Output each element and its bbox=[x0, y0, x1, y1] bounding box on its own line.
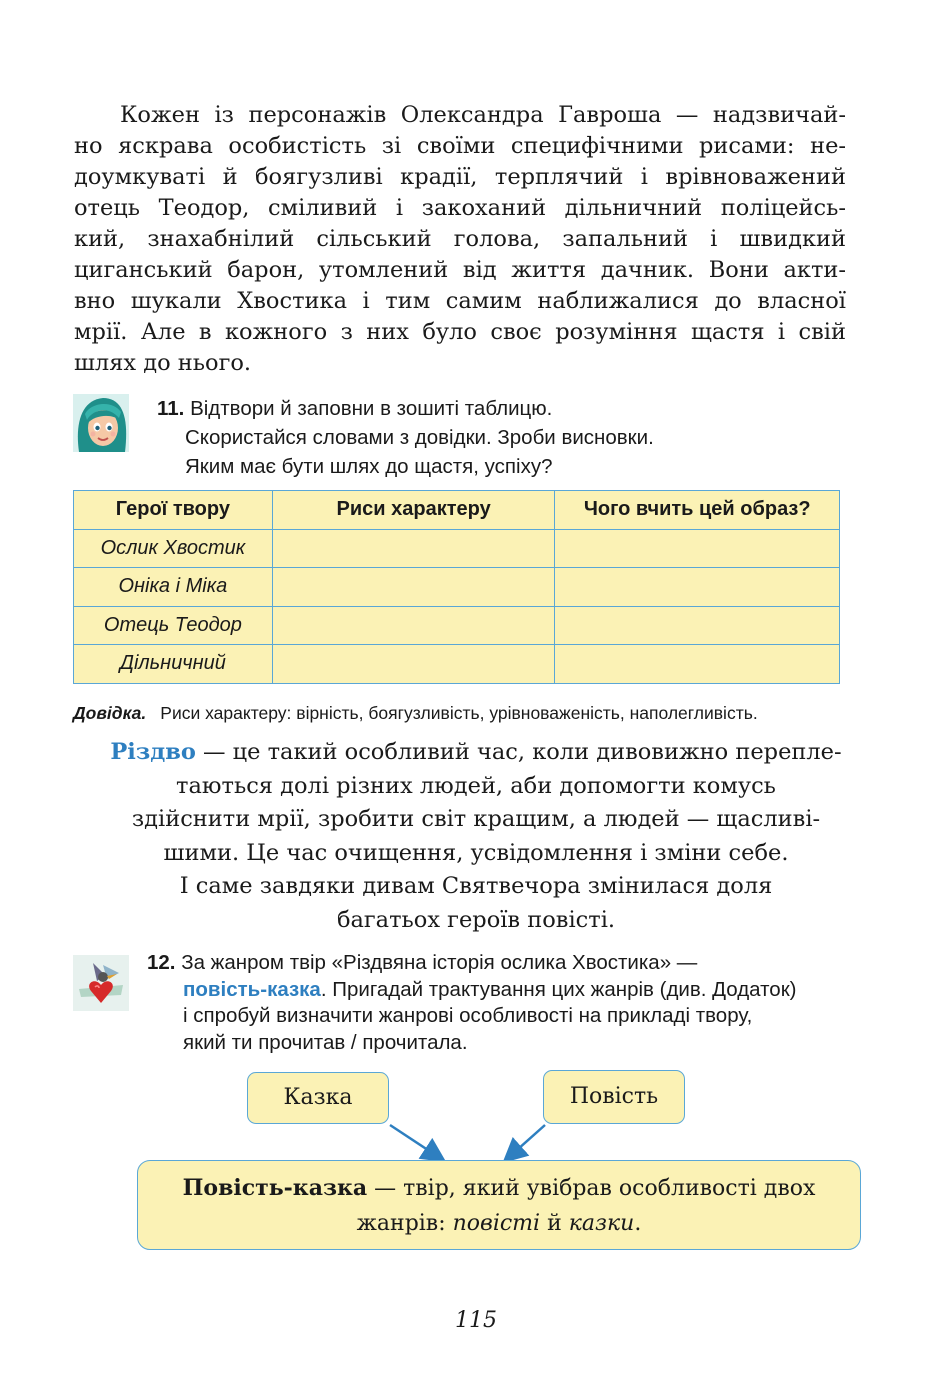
column-header: Чого вчить цей образ? bbox=[555, 491, 840, 530]
definition-text: шими. Це час очищення, усвідомлення і зміни себе. bbox=[163, 839, 789, 866]
box-label: Повість bbox=[569, 1084, 659, 1109]
intro-line: вно шукали Хвостика і тим самим наближалися до власної bbox=[74, 288, 846, 314]
hero-cell: Ослик Хвостик bbox=[74, 529, 273, 568]
hero-cell: Оніка і Міка bbox=[74, 568, 273, 607]
task-text: і спробуй визначити жанрові особливості на прикладі твору, bbox=[183, 1004, 753, 1027]
intro-line: доумкуваті й боягузливі крадії, терплячий і врівноважений bbox=[74, 164, 846, 190]
definition-text: жанрів: bbox=[356, 1211, 453, 1236]
task-text: який ти прочитав / прочитала. bbox=[183, 1030, 468, 1054]
definition-text: таються долі різних людей, аби допомогти комусь bbox=[176, 772, 776, 799]
intro-line: но яскрава особистість зі своїми специфічними рисами: не- bbox=[74, 133, 846, 159]
definition-text: І саме завдяки дивам Святвечора змінилася доля bbox=[179, 873, 773, 900]
definition-text: — твір, який увібрав особливості двох bbox=[367, 1176, 816, 1201]
reference-label: Довідка. bbox=[73, 703, 147, 723]
column-header: Герої твору bbox=[74, 491, 273, 530]
definition-italic: казки bbox=[568, 1211, 635, 1236]
task-text: За жанром твір «Різдвяна історія ослика Хвостика» — bbox=[181, 951, 698, 974]
novella-box bbox=[543, 1070, 685, 1124]
intro-line: Кожен із персонажів Олександра Гавроша — надзвичай- bbox=[120, 102, 846, 128]
column-header: Риси характеру bbox=[272, 491, 555, 530]
definition-text: . bbox=[634, 1211, 642, 1236]
intro-line: отець Теодор, сміливий і закоханий дільничний поліцейсь- bbox=[74, 195, 846, 221]
intro-line: циганський барон, утомлений від життя дачник. Вони акти- bbox=[74, 257, 846, 283]
page-number: 115 bbox=[455, 1308, 497, 1333]
genre-highlight: повість-казка bbox=[183, 977, 321, 1001]
intro-line: мрії. Але в кожного з них було своє розуміння щастя і свій bbox=[74, 319, 846, 345]
arrow-right bbox=[508, 1125, 545, 1158]
definition-text: — це такий особливий час, коли дивовижно перепле- bbox=[195, 739, 842, 765]
task-text: Скористайся словами з довідки. Зроби висновки. bbox=[185, 426, 654, 449]
definition-text: здійснити мрії, зробити світ кращим, а людей — щасливі- bbox=[131, 806, 821, 833]
box-label: Казка bbox=[283, 1085, 353, 1110]
reference-text: Риси характеру: вірність, боягузливість, урівноваженість, наполегливість. bbox=[160, 703, 758, 723]
arrow-left bbox=[390, 1125, 440, 1158]
definition-text: багатьох героїв повісті. bbox=[336, 906, 616, 933]
intro-line: кий, знахабнілий сільський голова, запальний і швидкий bbox=[74, 226, 846, 252]
christmas-term: Різдво bbox=[110, 739, 196, 765]
genre-definition-box bbox=[137, 1160, 861, 1250]
hero-cell: Отець Теодор bbox=[74, 606, 273, 645]
definition-italic: повісті bbox=[452, 1211, 541, 1236]
intro-line: шлях до нього. bbox=[74, 350, 252, 376]
fairy-tale-box bbox=[247, 1072, 389, 1124]
task-text: . Пригадай трактування цих жанрів (див. Додаток) bbox=[320, 977, 797, 1001]
definition-term: Повість-казка bbox=[182, 1175, 368, 1201]
task-number: 12. bbox=[147, 951, 176, 974]
definition-text: й bbox=[540, 1211, 569, 1236]
task-number: 11. bbox=[157, 397, 185, 420]
hero-cell: Дільничний bbox=[74, 645, 273, 684]
task-text: Яким має бути шлях до щастя, успіху? bbox=[185, 455, 553, 478]
task-text: Відтвори й заповни в зошиті таблицю. bbox=[190, 397, 553, 420]
